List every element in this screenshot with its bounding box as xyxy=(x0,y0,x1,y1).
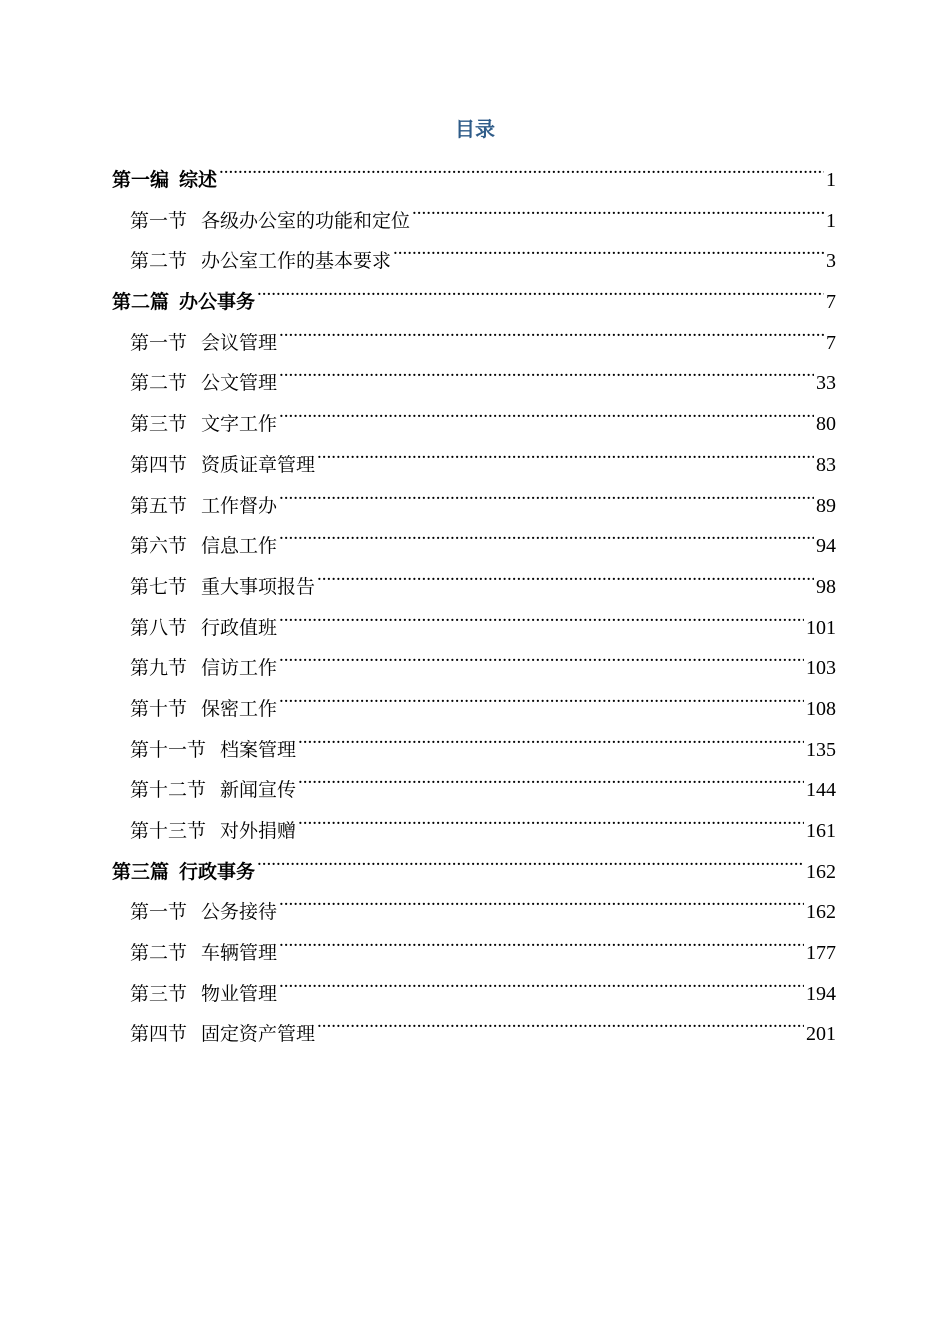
toc-entry-label xyxy=(130,1014,315,1054)
toc-entry-title: 物业管理 xyxy=(201,982,278,1005)
dot-leader xyxy=(279,919,804,959)
toc-entry-number: 第十三节 xyxy=(130,820,207,842)
toc-entry-label xyxy=(130,974,277,1014)
toc-entry-number: 第五节 xyxy=(130,494,188,517)
toc-entry-title: 信访工作 xyxy=(201,657,278,680)
dot-leader xyxy=(279,675,804,715)
toc-entry-title: 车辆管理 xyxy=(201,942,278,965)
toc-entry-number: 第十二节 xyxy=(130,779,207,802)
toc-entry-label xyxy=(130,648,277,688)
toc-entry-label xyxy=(130,933,277,973)
dot-leader xyxy=(317,553,814,593)
dot-leader xyxy=(257,268,824,308)
toc-page-number: 177 xyxy=(806,933,836,973)
toc-entry-title: 重大事项报告 xyxy=(201,575,316,598)
toc-page-number: 103 xyxy=(806,648,836,688)
dot-leader xyxy=(393,227,824,267)
toc-entry-number: 第八节 xyxy=(130,616,188,639)
dot-leader xyxy=(279,472,814,512)
toc-entry-title: 保密工作 xyxy=(201,697,278,720)
toc-entry-label xyxy=(130,486,277,526)
toc-entry-label xyxy=(130,201,410,241)
toc-title: 目录 xyxy=(455,117,495,141)
dot-leader xyxy=(279,390,814,430)
toc-entry-title: 办公事务 xyxy=(179,291,256,314)
toc-entry-label xyxy=(112,282,255,322)
toc-page-number: 33 xyxy=(816,363,836,403)
toc-entry-label xyxy=(130,892,277,932)
toc-entry-title: 办公室工作的基本要求 xyxy=(201,250,392,273)
toc-entry-title: 行政值班 xyxy=(201,616,278,639)
toc-entry-number: 第三节 xyxy=(130,982,188,1005)
toc-entry-label xyxy=(130,730,296,770)
toc-entry-number: 第三节 xyxy=(130,413,188,436)
toc-page-number: 135 xyxy=(806,730,836,770)
toc-page-number: 89 xyxy=(816,486,836,526)
dot-leader xyxy=(279,878,804,918)
dot-leader xyxy=(298,716,804,756)
toc-entry-number: 第十一节 xyxy=(130,738,207,761)
dot-leader xyxy=(279,594,804,634)
toc-entry-number: 第十节 xyxy=(130,697,188,720)
dot-leader xyxy=(257,838,804,878)
toc-page-number: 194 xyxy=(806,974,836,1014)
toc-entry-title: 行政事务 xyxy=(179,860,256,883)
dot-leader xyxy=(298,797,804,837)
toc-entry-title: 新闻宣传 xyxy=(220,779,297,802)
toc-part-entry[interactable] xyxy=(112,146,836,191)
dot-leader xyxy=(279,309,824,349)
toc-entry-label xyxy=(130,404,277,444)
dot-leader xyxy=(298,756,804,796)
toc-entry-title: 公务接待 xyxy=(201,901,278,924)
toc-entry-number: 第三篇 xyxy=(112,860,170,883)
toc-page-number: 201 xyxy=(806,1014,836,1054)
toc-entry-title: 各级办公室的功能和定位 xyxy=(201,209,411,232)
toc-entry-title: 信息工作 xyxy=(201,535,278,558)
toc-page-number: 162 xyxy=(806,852,836,892)
dot-leader xyxy=(279,960,804,1000)
toc-entry-label xyxy=(130,770,296,810)
toc-page-number: 101 xyxy=(806,608,836,648)
toc-entry-label xyxy=(130,608,277,648)
toc-entry-number: 第九节 xyxy=(130,657,188,680)
toc-entry-number: 第六节 xyxy=(130,535,188,558)
toc-entry-number: 第一节 xyxy=(130,901,188,924)
toc-page-number: 3 xyxy=(826,241,836,281)
toc-entry-label xyxy=(130,689,277,729)
toc-entry-title: 档案管理 xyxy=(220,738,297,761)
toc-page-number: 162 xyxy=(806,892,836,932)
toc-page-number: 1 xyxy=(826,160,836,200)
toc-entry-number: 第一编 xyxy=(112,169,170,191)
toc-entry-title: 工作督办 xyxy=(201,494,278,517)
toc-page-number: 108 xyxy=(806,689,836,729)
toc-page-number: 83 xyxy=(816,445,836,485)
toc-entry-label xyxy=(130,323,277,363)
toc-entry-number: 第一节 xyxy=(130,209,188,232)
dot-leader xyxy=(279,634,804,674)
toc-entry-label xyxy=(130,363,277,403)
toc-entry-title: 综述 xyxy=(179,169,218,191)
toc-page-number: 144 xyxy=(806,770,836,810)
toc-section-entry[interactable] xyxy=(112,187,836,232)
toc-entry-number: 第二节 xyxy=(130,372,188,395)
toc-list xyxy=(112,146,836,1046)
toc-page-number: 98 xyxy=(816,567,836,607)
toc-entry-number: 第二节 xyxy=(130,250,188,273)
toc-page-number: 1 xyxy=(826,201,836,241)
toc-entry-number: 第二篇 xyxy=(112,291,170,314)
dot-leader xyxy=(317,1000,804,1040)
dot-leader xyxy=(279,512,814,552)
toc-entry-label xyxy=(112,852,255,892)
toc-entry-title: 对外捐赠 xyxy=(220,820,297,842)
dot-leader xyxy=(279,349,814,389)
toc-page-number: 94 xyxy=(816,526,836,566)
toc-entry-number: 第二节 xyxy=(130,942,188,965)
toc-entry-number: 第七节 xyxy=(130,575,188,598)
dot-leader xyxy=(219,146,824,186)
toc-entry-title: 固定资产管理 xyxy=(201,1023,316,1046)
toc-entry-number: 第一节 xyxy=(130,331,188,354)
toc-page-number: 7 xyxy=(826,282,836,322)
toc-entry-number: 第四节 xyxy=(130,1023,188,1046)
toc-entry-number: 第四节 xyxy=(130,453,188,476)
toc-entry-label xyxy=(130,526,277,566)
toc-entry-title: 会议管理 xyxy=(201,331,278,354)
toc-page-number: 80 xyxy=(816,404,836,444)
toc-entry-title: 公文管理 xyxy=(201,372,278,395)
dot-leader xyxy=(317,431,814,471)
toc-entry-title: 资质证章管理 xyxy=(201,453,316,476)
toc-page-number: 161 xyxy=(806,811,836,851)
toc-entry-title: 文字工作 xyxy=(201,413,278,436)
dot-leader xyxy=(412,187,824,227)
toc-page-number: 7 xyxy=(826,323,836,363)
toc-entry-label xyxy=(112,160,217,200)
